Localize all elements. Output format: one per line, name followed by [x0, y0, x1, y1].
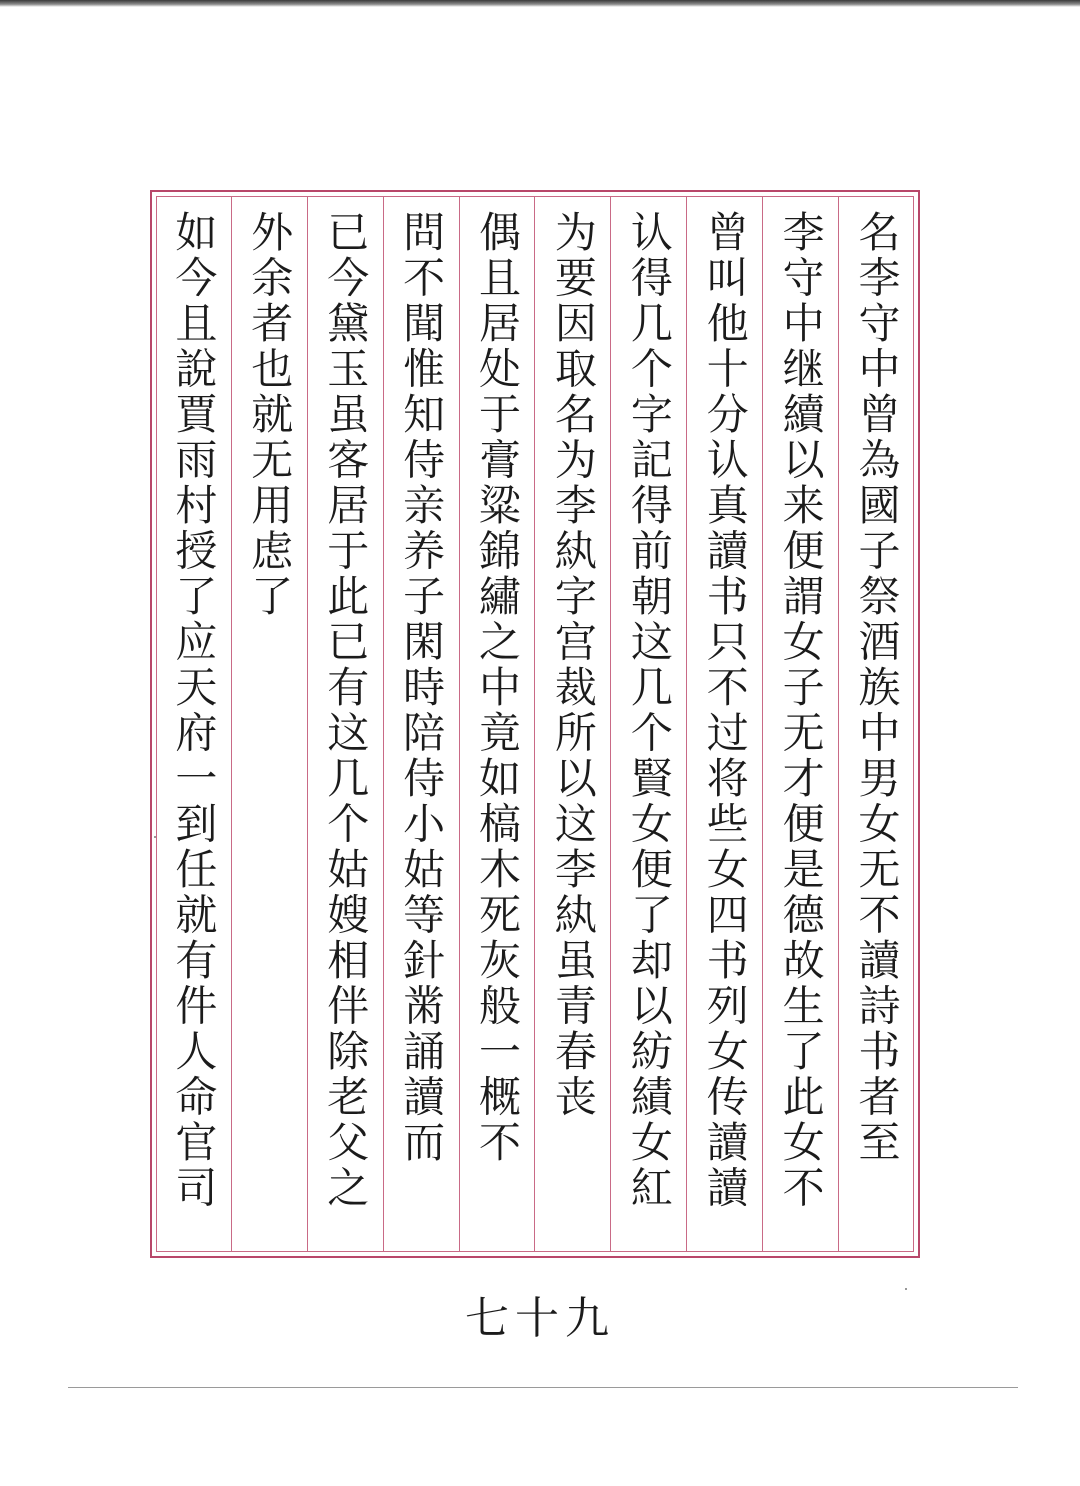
column-text: 外余者也就无用虑了 — [245, 210, 295, 620]
scan-top-edge — [0, 0, 1080, 7]
column-text: 曾叫他十分认真讀书只不过将些女四书列女传讀讀 — [700, 210, 750, 1211]
scan-speck — [905, 1288, 907, 1290]
manuscript-column-9 — [231, 196, 307, 1252]
manuscript-column-1 — [838, 196, 914, 1252]
column-text: 問不聞惟知侍亲养子閑時陪侍小姑等針黹誦讀而 — [397, 210, 447, 1166]
column-text: 如今且說賈雨村授了应天府一到任就有件人命官司 — [169, 210, 219, 1211]
manuscript-column-3 — [686, 196, 762, 1252]
column-text: 李守中继續以来便謂女子无才便是德故生了此女不 — [776, 210, 826, 1211]
manuscript-columns — [156, 196, 914, 1252]
manuscript-column-4 — [610, 196, 686, 1252]
page-number: 七十九 — [465, 1293, 615, 1344]
column-text: 名李守中曾為國子祭酒族中男女无不讀詩书者至 — [852, 210, 902, 1166]
scan-bottom-rule — [68, 1387, 1018, 1388]
scan-speck — [154, 836, 156, 838]
manuscript-column-10 — [156, 196, 231, 1252]
manuscript-column-6 — [459, 196, 535, 1252]
manuscript-column-5 — [534, 196, 610, 1252]
manuscript-column-2 — [762, 196, 838, 1252]
column-text: 已今黛玉虽客居于此已有这几个姑嫂相伴除老父之 — [321, 210, 371, 1211]
column-text: 为要因取名为李紈字宫裁所以这李紈虽青春丧 — [548, 210, 598, 1120]
manuscript-column-7 — [383, 196, 459, 1252]
manuscript-column-8 — [307, 196, 383, 1252]
column-text: 偶且居处于膏粱錦繡之中竟如槁木死灰般一概不 — [473, 210, 523, 1166]
column-text: 认得几个字記得前朝这几个賢女便了却以紡績女紅 — [624, 210, 674, 1211]
